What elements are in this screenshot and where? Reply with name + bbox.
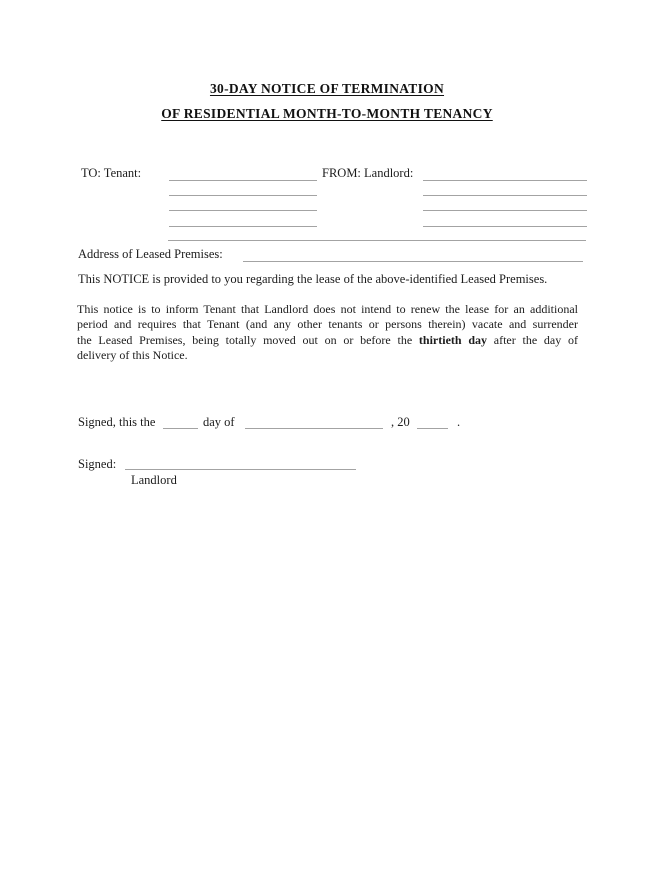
notice-body-line-2: period and requires that Tenant (and any other tenants or persons therein) vacate and surrender	[77, 317, 578, 332]
to-tenant-label: TO: Tenant:	[81, 166, 142, 180]
notice-intro-text: This NOTICE is provided to you regarding the lease of the above-identified Leased Premises.	[78, 272, 548, 286]
notice-body-line-4: delivery of this Notice.	[77, 348, 188, 363]
day-of-label: day of	[203, 415, 235, 429]
landlord-role-caption: Landlord	[131, 473, 177, 487]
year-fill-blank	[417, 428, 448, 429]
thirtieth-day-bold-text: thirtieth day	[418, 332, 487, 347]
premises-fill-line-full	[168, 240, 586, 241]
document-title-line-1: 30-DAY NOTICE OF TERMINATION	[209, 81, 445, 96]
landlord-fill-line-2	[423, 195, 587, 196]
day-fill-blank	[163, 428, 198, 429]
tenant-fill-line-3	[169, 210, 317, 211]
from-landlord-label: FROM: Landlord:	[322, 166, 414, 180]
signature-fill-line	[125, 469, 356, 470]
tenant-fill-line-2	[169, 195, 317, 196]
landlord-fill-line-1	[423, 180, 587, 181]
notice-body-line-3-post: after the day of	[487, 332, 578, 347]
year-prefix-label: , 20	[391, 415, 410, 429]
signed-date-prefix: Signed, this the	[78, 415, 156, 429]
sentence-period: .	[457, 415, 461, 429]
month-fill-blank	[245, 428, 383, 429]
notice-body-line-3	[77, 333, 578, 348]
address-of-leased-premises-label: Address of Leased Premises:	[78, 247, 223, 261]
tenant-fill-line-1	[169, 180, 317, 181]
tenant-fill-line-4	[169, 226, 317, 227]
notice-body-line-3-pre: the Leased Premises, being totally moved out on or before the	[77, 332, 419, 347]
notice-body-line-1: This notice is to inform Tenant that Landlord does not intend to renew the lease for an additional	[77, 302, 578, 316]
landlord-fill-line-4	[423, 226, 587, 227]
landlord-fill-line-3	[423, 210, 587, 211]
address-fill-line	[243, 261, 583, 262]
signed-label: Signed:	[78, 457, 117, 471]
notice-body-paragraph	[77, 302, 578, 364]
document-title-line-2: OF RESIDENTIAL MONTH-TO-MONTH TENANCY	[161, 106, 493, 121]
